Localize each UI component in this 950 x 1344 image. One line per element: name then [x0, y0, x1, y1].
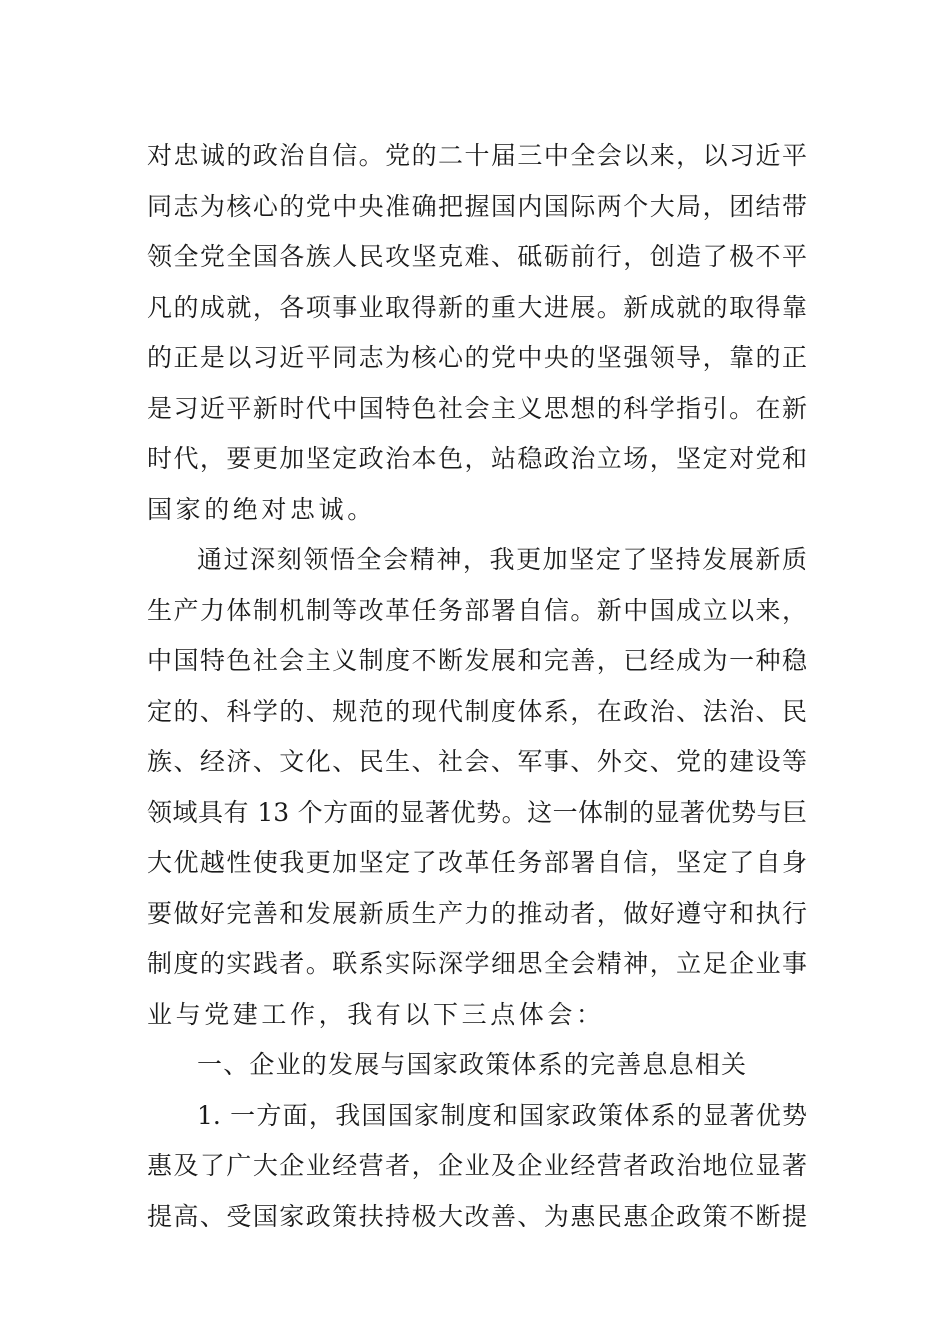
section-heading: 一、企业的发展与国家政策体系的完善息息相关 [197, 1050, 748, 1079]
text-line: 同志为核心的党中央准确把握国内国际两个大局，团结带 [147, 192, 807, 221]
text-line: 定的、科学的、规范的现代制度体系，在政治、法治、民 [147, 697, 807, 726]
text-line: 大优越性使我更加坚定了改革任务部署自信，坚定了自身 [147, 848, 807, 877]
text-line: 制度的实践者。联系实际深学细思全会精神，立足企业事 [147, 949, 807, 978]
text-line: 提高、受国家政策扶持极大改善、为惠民惠企政策不断提 [147, 1202, 807, 1231]
paragraph-first-line: 通过深刻领悟全会精神，我更加坚定了坚持发展新质 [197, 545, 807, 574]
text-line: 凡的成就，各项事业取得新的重大进展。新成就的取得靠 [147, 293, 807, 322]
text-line: 要做好完善和发展新质生产力的推动者，做好遵守和执行 [147, 899, 807, 928]
text-line: 中国特色社会主义制度不断发展和完善，已经成为一种稳 [147, 646, 807, 675]
text-line: 业与党建工作，我有以下三点体会： [147, 1000, 605, 1029]
paragraph-first-line: 1. 一方面，我国国家制度和国家政策体系的显著优势 [197, 1101, 807, 1130]
text-line: 领全党全国各族人民攻坚克难、砥砺前行，创造了极不平 [147, 242, 807, 271]
text-line: 对忠诚的政治自信。党的二十届三中全会以来，以习近平 [147, 141, 807, 170]
text-line: 族、经济、文化、民生、社会、军事、外交、党的建设等 [147, 747, 807, 776]
text-line: 时代，要更加坚定政治本色，站稳政治立场，坚定对党和 [147, 444, 807, 473]
text-line: 的正是以习近平同志为核心的党中央的坚强领导，靠的正 [147, 343, 807, 372]
text-line: 领域具有 13 个方面的显著优势。这一体制的显著优势与巨 [147, 798, 807, 827]
text-line: 是习近平新时代中国特色社会主义思想的科学指引。在新 [147, 394, 807, 423]
text-line: 生产力体制机制等改革任务部署自信。新中国成立以来， [147, 596, 807, 625]
text-line: 惠及了广大企业经营者，企业及企业经营者政治地位显著 [147, 1151, 807, 1180]
text-line: 国家的绝对忠诚。 [147, 495, 376, 524]
